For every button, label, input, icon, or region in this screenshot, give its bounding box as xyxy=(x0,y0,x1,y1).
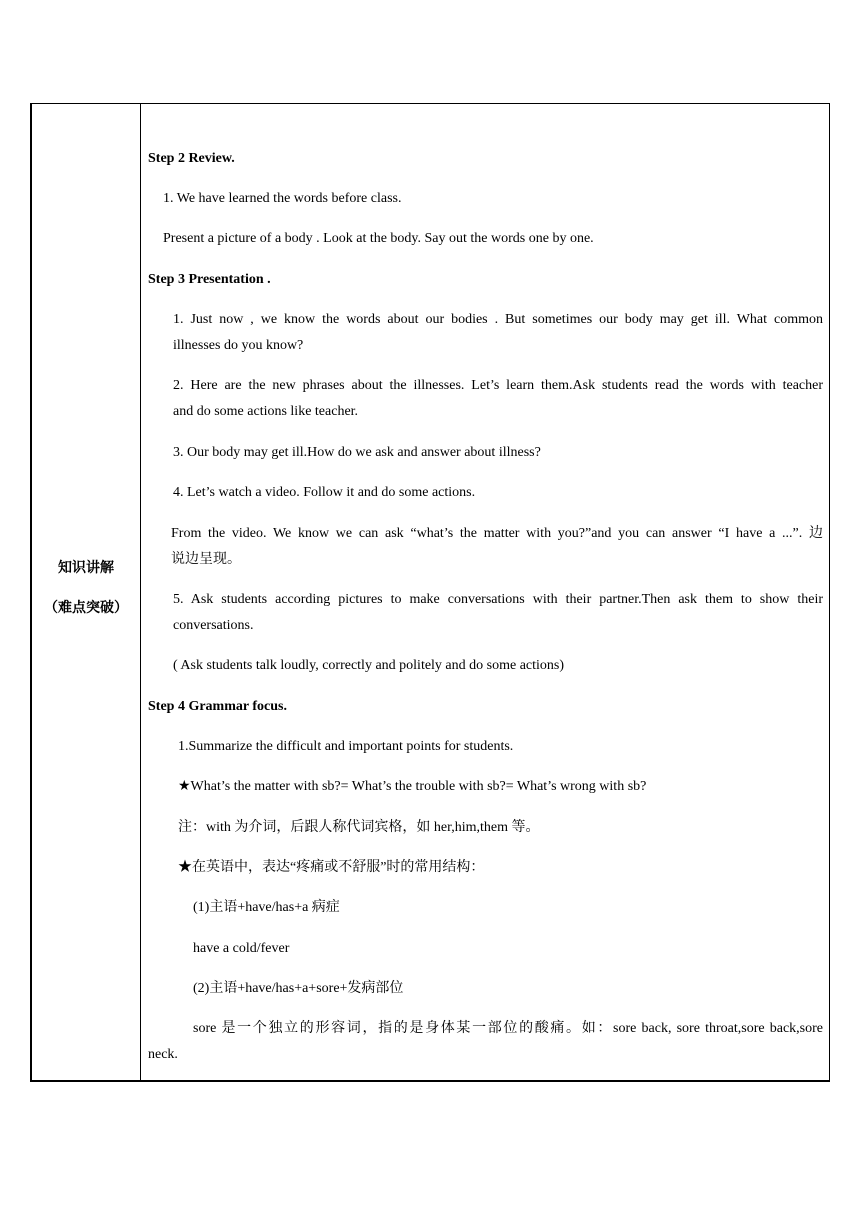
section-title: 知识讲解 xyxy=(58,560,114,576)
text-line: 1. Just now , we know the words about our bodies . But sometimes our body may get ill. What common xyxy=(173,312,823,327)
step-3-heading: Step 3 Presentation . xyxy=(148,272,271,287)
text-line: From the video. We know we can ask “what’s the matter with you?”and you can answer “I have a ...”. 边 xyxy=(171,526,823,541)
text-line: illnesses do you know? xyxy=(173,338,304,353)
column-divider xyxy=(140,104,141,1080)
text-line: ★在英语中，表达“疼痛或不舒服”时的常用结构： xyxy=(178,860,485,875)
text-line: 注：with 为介词，后跟人称代词宾格，如 her,him,them 等。 xyxy=(178,820,540,835)
text-line: neck. xyxy=(148,1047,178,1062)
text-line: ★What’s the matter with sb?= What’s the trouble with sb?= What’s wrong with sb? xyxy=(178,779,647,794)
text-line: 3. Our body may get ill.How do we ask and answer about illness? xyxy=(173,445,541,460)
step-4-heading: Step 4 Grammar focus. xyxy=(148,699,287,714)
text-line: 4. Let’s watch a video. Follow it and do some actions. xyxy=(173,485,476,500)
text-line: Present a picture of a body . Look at the body. Say out the words one by one. xyxy=(163,231,594,246)
text-line: 1. We have learned the words before class. xyxy=(163,191,402,206)
text-line: sore 是一个独立的形容词，指的是身体某一部位的酸痛。如：sore back, sore throat,sore back,sore xyxy=(193,1021,823,1036)
text-line: and do some actions like teacher. xyxy=(173,404,359,419)
text-line: (2)主语+have/has+a+sore+发病部位 xyxy=(193,981,404,996)
lesson-table xyxy=(30,103,830,1082)
text-line: conversations. xyxy=(173,618,254,633)
text-line: ( Ask students talk loudly, correctly and politely and do some actions) xyxy=(173,658,565,673)
text-line: 说边呈现。 xyxy=(171,552,241,567)
text-line: 1.Summarize the difficult and important points for students. xyxy=(178,739,514,754)
text-line: 5. Ask students according pictures to make conversations with their partner.Then ask them to show their xyxy=(173,592,823,607)
text-line: 2. Here are the new phrases about the illnesses. Let’s learn them.Ask students read the words with teacher xyxy=(173,378,823,393)
step-2-heading: Step 2 Review. xyxy=(148,151,235,166)
text-line: (1)主语+have/has+a 病症 xyxy=(193,900,340,915)
section-subtitle: （难点突破） xyxy=(44,600,128,616)
text-line: have a cold/fever xyxy=(193,941,290,956)
